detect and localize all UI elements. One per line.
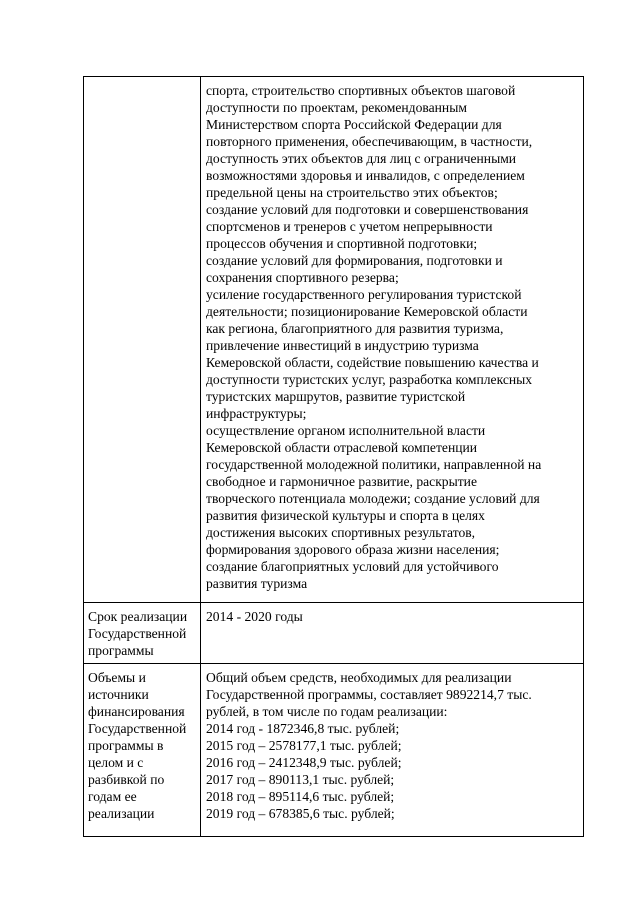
text-line: 2017 год – 890113,1 тыс. рублей; xyxy=(206,772,395,787)
funding-label xyxy=(84,664,200,826)
row-label-cell xyxy=(84,603,201,664)
text-line: повторного применения, обеспечивающим, в частности, xyxy=(206,134,533,149)
text-line: целом и с xyxy=(88,755,144,770)
row-content-cell xyxy=(201,77,584,603)
text-line: 2014 - 2020 годы xyxy=(206,609,303,624)
text-line: реализации xyxy=(88,806,155,821)
text-line: годам ее xyxy=(88,789,137,804)
table-row-goals xyxy=(84,77,584,603)
text-line: 2015 год – 2578177,1 тыс. рублей; xyxy=(206,738,402,753)
text-line: создание условий для подготовки и совершенствования xyxy=(206,202,529,217)
text-line: инфраструктуры; xyxy=(206,406,307,421)
row-label-cell xyxy=(84,77,201,603)
text-line: деятельности; позиционирование Кемеровской области xyxy=(206,304,528,319)
text-line: достижения высоких спортивных результатов, xyxy=(206,525,476,540)
text-line: доступность этих объектов для лиц с ограниченными xyxy=(206,151,517,166)
text-line: 2016 год – 2412348,9 тыс. рублей; xyxy=(206,755,402,770)
table-row-funding xyxy=(84,664,584,837)
period-value xyxy=(201,603,583,629)
text-line: 2014 год - 1872346,8 тыс. рублей; xyxy=(206,721,400,736)
text-line: развития физической культуры и спорта в целях xyxy=(206,508,485,523)
text-line: туристских маршрутов, развитие туристской xyxy=(206,389,466,404)
table-row-period xyxy=(84,603,584,664)
text-line: создание условий для формирования, подготовки и xyxy=(206,253,503,268)
text-line: свободное и гармоничное развитие, раскрытие xyxy=(206,474,477,489)
funding-text xyxy=(201,664,583,826)
text-line: 2018 год – 895114,6 тыс. рублей; xyxy=(206,789,395,804)
text-line: развития туризма xyxy=(206,576,308,591)
text-line: доступности по проектам, рекомендованным xyxy=(206,100,467,115)
text-line: спортсменов и тренеров с учетом непрерывности xyxy=(206,219,493,234)
text-line: творческого потенциала молодежи; создание условий для xyxy=(206,491,540,506)
text-line: программы в xyxy=(88,738,164,753)
text-line: Государственной xyxy=(88,721,187,736)
text-line: Кемеровской области отраслевой компетенции xyxy=(206,440,478,455)
text-line: осуществление органом исполнительной власти xyxy=(206,423,486,438)
program-passport-table xyxy=(83,76,584,837)
text-line: усиление государственного регулирования туристской xyxy=(206,287,522,302)
text-line: Кемеровской области, содействие повышению качества и xyxy=(206,355,539,370)
text-line: привлечение инвестиций в индустрию туризма xyxy=(206,338,479,353)
text-line: разбивкой по xyxy=(88,772,165,787)
text-line: формирования здорового образа жизни населения; xyxy=(206,542,500,557)
text-line: финансирования xyxy=(88,704,185,719)
text-line: процессов обучения и спортивной подготовки; xyxy=(206,236,478,251)
text-line: Общий объем средств, необходимых для реализации xyxy=(206,670,512,685)
text-line: возможностями здоровья и инвалидов, с определением xyxy=(206,168,525,183)
text-line: программы xyxy=(88,643,154,658)
text-line: предельной цены на строительство этих объектов; xyxy=(206,185,498,200)
row-label xyxy=(84,77,200,86)
text-line: доступности туристских услуг, разработка комплексных xyxy=(206,372,533,387)
goals-text xyxy=(201,77,583,596)
text-line: как региона, благоприятного для развития туризма, xyxy=(206,321,504,336)
text-line: рублей, в том числе по годам реализации: xyxy=(206,704,448,719)
text-line: спорта, строительство спортивных объектов шаговой xyxy=(206,83,516,98)
row-content-cell xyxy=(201,664,584,837)
text-line: Министерством спорта Российской Федерации для xyxy=(206,117,502,132)
text-line: создание благоприятных условий для устойчивого xyxy=(206,559,499,574)
text-line: Государственной xyxy=(88,626,187,641)
text-line: Объемы и xyxy=(88,670,146,685)
text-line: источники xyxy=(88,687,149,702)
period-label xyxy=(84,603,200,663)
text-line: 2019 год – 678385,6 тыс. рублей; xyxy=(206,806,395,821)
row-label-cell xyxy=(84,664,201,837)
text-line: Государственной программы, составляет 9892214,7 тыс. xyxy=(206,687,532,702)
text-line: сохранения спортивного резерва; xyxy=(206,270,399,285)
row-content-cell xyxy=(201,603,584,664)
text-line: Срок реализации xyxy=(88,609,188,624)
text-line: государственной молодежной политики, направленной на xyxy=(206,457,542,472)
